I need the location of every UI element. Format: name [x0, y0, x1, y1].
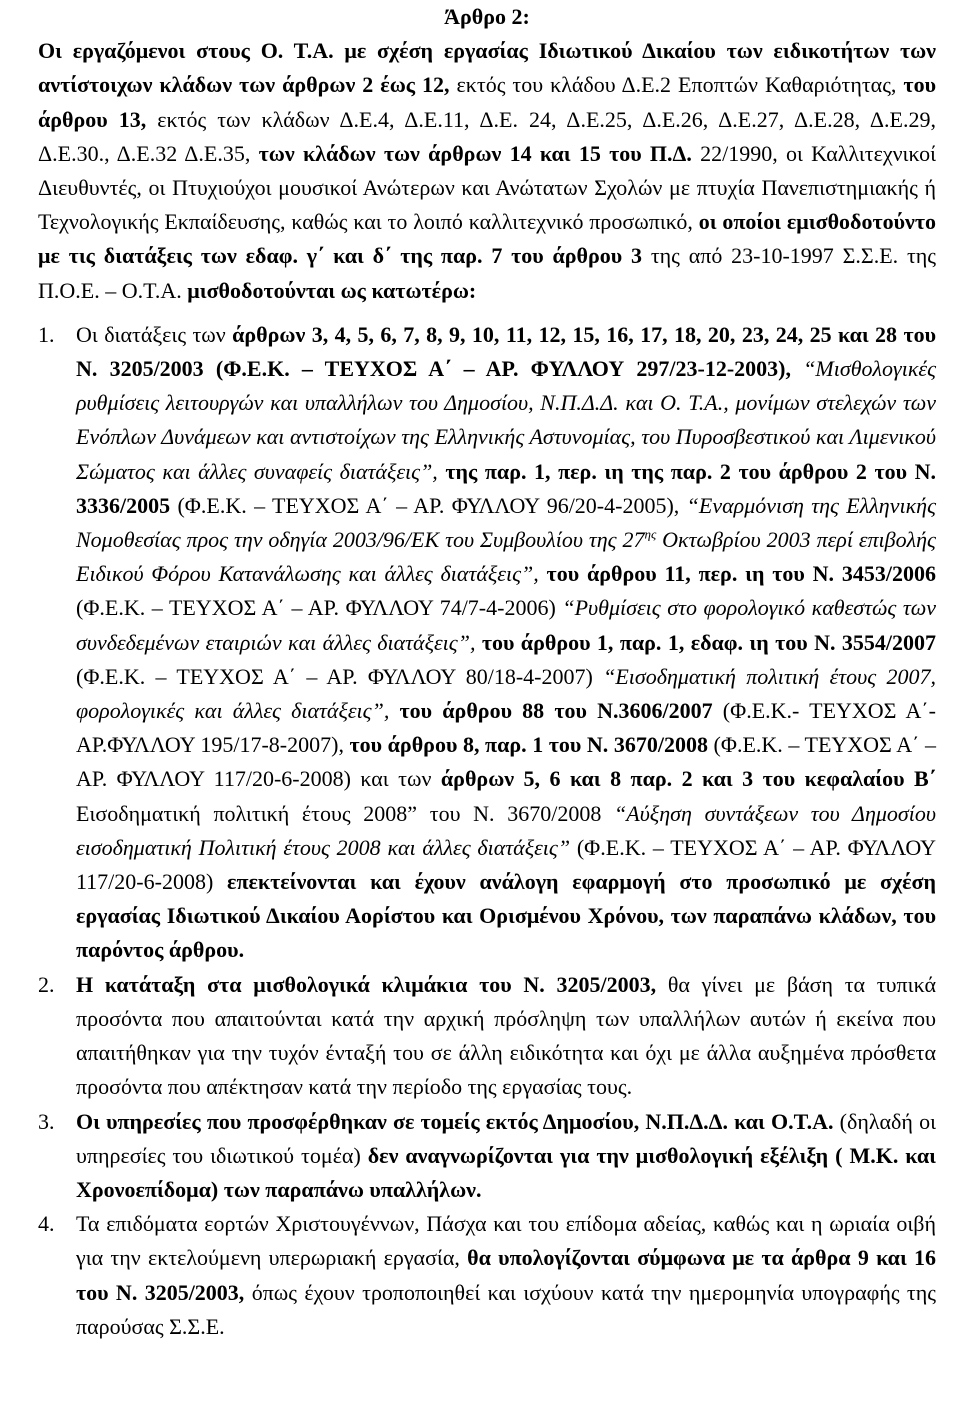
bold-text-run: του άρθρου 13,: [38, 72, 936, 132]
bold-text-run: του άρθρου 88 του Ν.3606/2007: [389, 698, 713, 724]
list-item: [38, 1207, 936, 1344]
text-run: θα γίνει με βάση τα τυπικά προσόντα που απαιτούνται κατά την αρχική πρόσληψη των υπαλλήλων αυτών ή εκείνα που απαιτήθηκαν για την τυχόν ένταξή του σε άλλη ειδικότητα και όχι με άλλα αυξημένα πρόσθετα προσόντα που απέκτησαν κατά την περίοδο της εργασίας τους.: [76, 971, 936, 1100]
text-run: της από 23-10-1997 Σ.Σ.Ε. της Π.Ο.Ε. – Ο.Τ.Α.: [38, 243, 936, 303]
bold-text-run: μισθοδοτούνται ως κατωτέρω:: [187, 277, 477, 303]
intro-paragraph: [38, 34, 936, 308]
text-run: (Φ.Ε.Κ.- ΤΕΥΧΟΣ Α΄- ΑΡ.ΦΥΛΛΟΥ 195/17-8-2007),: [76, 698, 936, 758]
text-run: (Φ.Ε.Κ. – ΤΕΥΧΟΣ Α΄ – ΑΡ. ΦΥΛΛΟΥ 117/20-6-2008) και των: [76, 732, 937, 792]
bold-text-run: επεκτείνονται και έχουν ανάλογη εφαρμογή στο προσωπικό με σχέση εργασίας Ιδιωτικού Δικαίου Αορίστου και Ορισμένου Χρόνου, των παραπάνω κλάδων, του παρόντος άρθρου.: [76, 869, 937, 963]
bold-text-run: Οι εργαζόμενοι στους Ο. Τ.Α. με σχέση εργασίας Ιδιωτικού Δικαίου των ειδικοτήτων των αντίστοιχων κλάδων των άρθρων 2 έως 12,: [38, 38, 936, 98]
bold-text-run: των κλάδων των άρθρων 14 και 15 του Π.Δ.: [258, 140, 692, 166]
italic-text-run: Οκτωβρίου 2003 περί επιβολής Ειδικού Φόρου Κατανάλωσης και άλλες διατάξεις”,: [76, 527, 936, 587]
text-run: (Φ.Ε.Κ. – ΤΕΥΧΟΣ Α΄ – ΑΡ. ΦΥΛΛΟΥ 117/20-6-2008): [76, 834, 936, 895]
text-run: εκτός του κλάδου Δ.Ε.2 Εποπτών Καθαριότητας,: [449, 72, 904, 98]
bold-text-run: του άρθρου 8, παρ. 1 του Ν. 3670/2008: [349, 732, 708, 758]
item-text: [76, 318, 936, 968]
bold-text-run: οι οποίοι εμισθοδοτούντο με τις διατάξεις των εδαφ. γ΄ και δ΄ της παρ. 7 του άρθρου 3: [38, 209, 937, 269]
text-run: όπως έχουν τροποποιηθεί και ισχύουν κατά την ημερομηνία υπογραφής της παρούσας Σ.Σ.Ε.: [76, 1279, 936, 1339]
list-item: [38, 318, 936, 968]
bold-text-run: Οι υπηρεσίες που προσφέρθηκαν σε τομείς εκτός Δημοσίου, Ν.Π.Δ.Δ. και Ο.Τ.Α.: [76, 1108, 834, 1134]
item-text: [76, 1105, 936, 1208]
item-number: 4.: [38, 1211, 55, 1237]
list-item: [38, 968, 936, 1105]
bold-text-run: Η κατάταξη στα μισθολογικά κλιμάκια του Ν. 3205/2003,: [76, 971, 657, 997]
text-run: (Φ.Ε.Κ. – ΤΕΥΧΟΣ Α΄ – ΑΡ. ΦΥΛΛΟΥ 80/18-4-2007): [76, 663, 604, 689]
article-title: Άρθρο 2:: [444, 4, 530, 29]
text-run: Τα επιδόματα εορτών Χριστουγέννων, Πάσχα και του επίδομα αδείας, καθώς και η ωριαία οιβή για την εκτελούμενη υπερωριακή εργασία,: [76, 1211, 936, 1271]
text-run: (Φ.Ε.Κ. – ΤΕΥΧΟΣ Α΄ – ΑΡ. ΦΥΛΛΟΥ 74/7-4-2006): [76, 595, 563, 621]
item-number: 1.: [38, 321, 55, 347]
item-number: 3.: [38, 1108, 55, 1134]
paragraph-gap: [38, 308, 936, 318]
item-number: 2.: [38, 971, 55, 997]
italic-text-run: ης: [644, 526, 657, 542]
bold-text-run: δεν αναγνωρίζονται για την μισθολογική εξέλιξη ( Μ.Κ. και Χρονοεπίδομα) των παραπάνω υπαλλήλων.: [76, 1142, 936, 1202]
bold-text-run: άρθρων 3, 4, 5, 6, 7, 8, 9, 10, 11, 12, 15, 16, 17, 18, 20, 23, 24, 25 και 28 του Ν. 3205/2003 (Φ.Ε.Κ. – ΤΕΥΧΟΣ Α΄ – ΑΡ. ΦΥΛΛΟΥ 297/23-12-2003),: [76, 321, 937, 382]
italic-text-run: “Εναρμόνιση της Ελληνικής Νομοθεσίας προς την οδηγία 2003/96/ΕΚ του Συμβουλίου της 27: [76, 492, 936, 553]
item-text: [76, 968, 936, 1105]
italic-text-run: “Μισθολογικές ρυθμίσεις λειτουργών και υπαλλήλων του Δημοσίου, Ν.Π.Δ.Δ. και Ο. Τ.Α., μονίμων στελεχών των Ενόπλων Δυνάμεων και αντιστοίχων της Ελληνικής Αστυνομίας, του Πυροσβεστικού και Λιμενικού Σώματος και άλλες συναφείς διατάξεις”,: [76, 356, 936, 484]
list-item: [38, 1105, 936, 1208]
italic-text-run: “Ρυθμίσεις στο φορολογικό καθεστώς των συνδεδεμένων εταιριών και άλλες διατάξεις”,: [76, 595, 936, 655]
bold-text-run: του άρθρου 11, περ. ιη του Ν. 3453/2006: [538, 561, 936, 587]
bold-text-run: θα υπολογίζονται σύμφωνα με τα άρθρα 9 και 16 του Ν. 3205/2003,: [76, 1245, 937, 1305]
italic-text-run: “Εισοδηματική πολιτική έτους 2007, φορολογικές και άλλες διατάξεις”,: [76, 663, 936, 724]
text-run: Εισοδηματική πολιτική έτους 2008” του Ν. 3670/2008: [76, 800, 615, 826]
text-run: (Φ.Ε.Κ. – ΤΕΥΧΟΣ Α΄ – ΑΡ. ΦΥΛΛΟΥ 96/20-4-2005),: [170, 492, 687, 518]
italic-text-run: “Αύξηση συντάξεων του Δημοσίου εισοδηματική Πολιτική έτους 2008 και άλλες διατάξεις”: [76, 800, 936, 860]
text-run: εκτός των κλάδων Δ.Ε.4, Δ.Ε.11, Δ.Ε. 24, Δ.Ε.25, Δ.Ε.26, Δ.Ε.27, Δ.Ε.28, Δ.Ε.29, Δ.Ε.30., Δ.Ε.32 Δ.Ε.35,: [38, 106, 936, 166]
text-run: Οι διατάξεις των: [76, 321, 233, 347]
text-run: 22/1990, οι Καλλιτεχνικοί Διευθυντές, οι Πτυχιούχοι μουσικοί Ανώτερων και Ανώτατων Σχολών με πτυχία Πανεπιστημιακής ή Τεχνολογικής Εκπαίδευσης, καθώς και το λοιπό καλλιτεχνικό προσωπικό,: [38, 140, 936, 235]
text-run: (δηλαδή οι υπηρεσίες του ιδιωτικού τομέα): [76, 1108, 936, 1168]
item-text: [76, 1207, 936, 1344]
bold-text-run: άρθρων 5, 6 και 8 παρ. 2 και 3 του κεφαλαίου Β΄: [440, 766, 936, 792]
bold-text-run: του άρθρου 1, παρ. 1, εδαφ. ιη του Ν. 3554/2007: [475, 629, 936, 655]
provisions-list: [38, 318, 936, 1344]
bold-text-run: της παρ. 1, περ. ιη της παρ. 2 του άρθρου 2 του Ν. 3336/2005: [76, 458, 936, 518]
